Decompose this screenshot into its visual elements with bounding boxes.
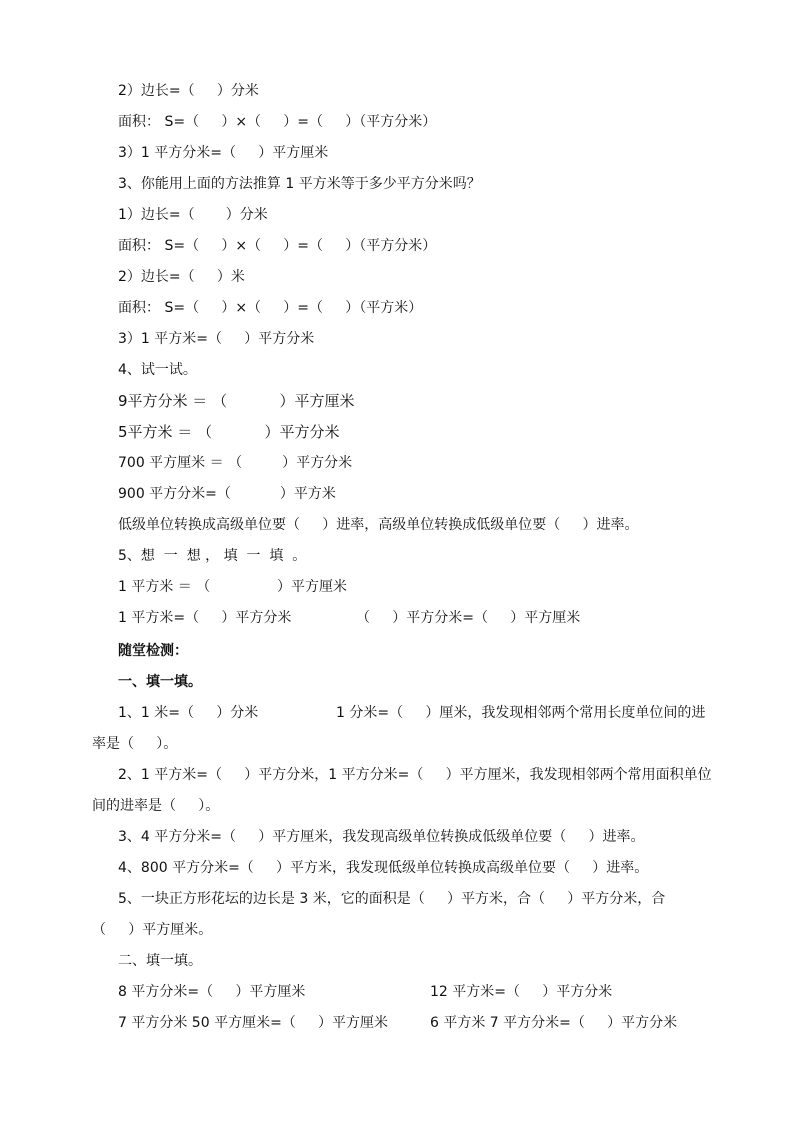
text-line: 3）1 平方分米=（ ）平方厘米 (118, 145, 329, 161)
text-line: 面积： S=（ ）×（ ）=（ ）（平方米） (118, 300, 423, 316)
question-heading: 3、你能用上面的方法推算 1 平方米等于多少平方分米吗？ (118, 176, 481, 192)
text-line: 5、一块正方形花坛的边长是 3 米，它的面积是（ ）平方米，合（ ）平方分米，合 (118, 891, 666, 907)
section-title: 二、填一填。 (118, 953, 202, 969)
text-line: 9平方分米 ＝ （ ）平方厘米 (118, 392, 355, 410)
text-line: 3）1 平方米=（ ）平方分米 (118, 331, 315, 347)
text-line: 1）边长=（ ）分米 (118, 207, 268, 223)
text-line: 低级单位转换成高级单位要（ ）进率，高级单位转换成低级单位要（ ）进率。 (118, 517, 639, 533)
text-line: 间的进率是（ ）。 (92, 798, 220, 814)
text-line: 700 平方厘米 ＝ （ ）平方分米 (118, 455, 353, 471)
text-line: 5平方米 ＝ （ ）平方分米 (118, 423, 340, 441)
text-line: 1 分米=（ ）厘米，我发现相邻两个常用长度单位间的进 (336, 705, 706, 721)
text-line: （ ）平方厘米。 (92, 922, 213, 938)
section-title: 随堂检测： (118, 643, 188, 659)
text-line: 1、1 米=（ ）分米 (118, 705, 259, 721)
question-heading: 4、试一试。 (118, 362, 197, 378)
question-heading: 5、想 一 想 ， 填 一 填 。 (118, 548, 307, 564)
section-title: 一、填一填。 (118, 674, 202, 690)
text-line: 1 平方米=（ ）平方分米 (118, 610, 292, 626)
text-line: 8 平方分米=（ ）平方厘米 (118, 984, 306, 1000)
text-line: 面积： S=（ ）×（ ）=（ ）（平方分米） (118, 114, 437, 130)
text-line: 1 平方米 ＝ （ ）平方厘米 (118, 579, 348, 595)
text-line: 2、1 平方米=（ ）平方分米，1 平方分米=（ ）平方厘米，我发现相邻两个常用面积单位 (118, 767, 712, 783)
text-line: 7 平方分米 50 平方厘米=（ ）平方厘米 (118, 1015, 389, 1031)
text-line: 2）边长=（ ）分米 (118, 83, 259, 99)
text-line: 6 平方米 7 平方分米=（ ）平方分米 (430, 1015, 678, 1031)
text-line: 率是（ ）。 (92, 736, 178, 752)
text-line: 面积： S=（ ）×（ ）=（ ）（平方分米） (118, 238, 437, 254)
text-line: 2）边长=（ ）米 (118, 269, 245, 285)
text-line: （ ）平方分米=（ ）平方厘米 (356, 610, 581, 626)
text-line: 3、4 平方分米=（ ）平方厘米，我发现高级单位转换成低级单位要（ ）进率。 (118, 829, 645, 845)
text-line: 12 平方米=（ ）平方分米 (430, 984, 613, 1000)
text-line: 900 平方分米=（ ）平方米 (118, 486, 336, 502)
text-line: 4、800 平方分米=（ ）平方米，我发现低级单位转换成高级单位要（ ）进率。 (118, 860, 649, 876)
